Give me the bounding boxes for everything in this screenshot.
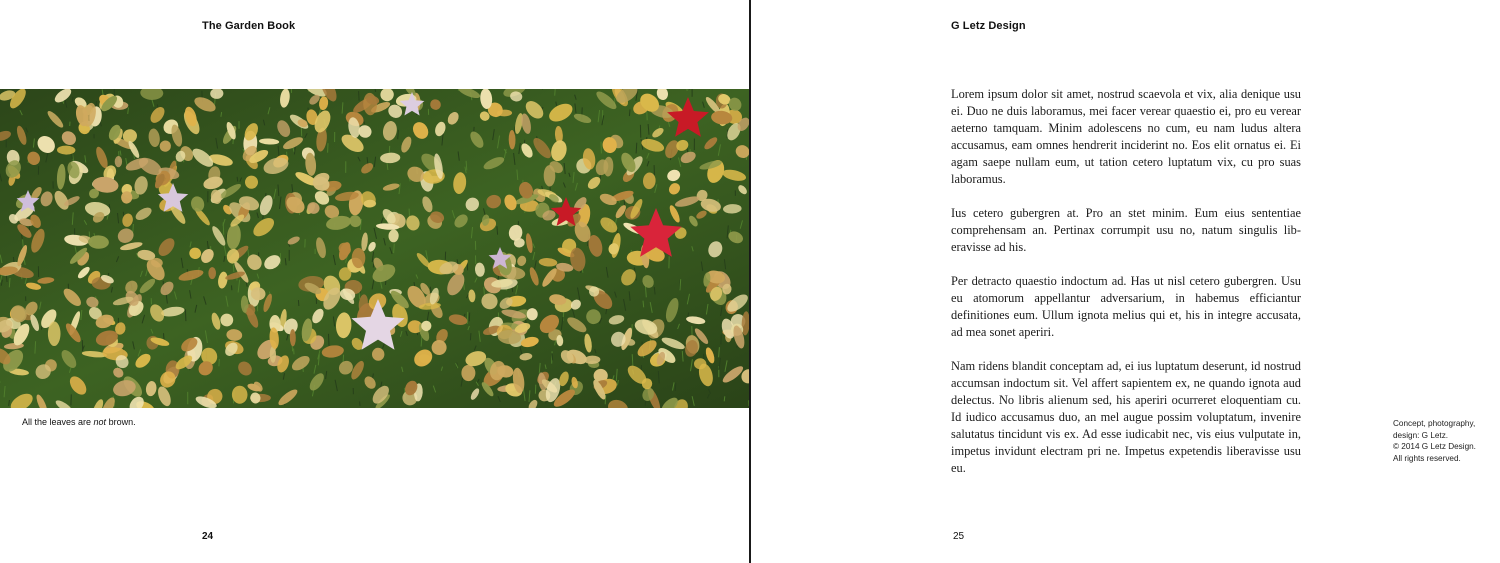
- caption-emphasis: not: [93, 417, 107, 427]
- photo-caption: [22, 417, 136, 427]
- leaf: [48, 321, 61, 346]
- leaves-illustration: [0, 89, 749, 408]
- right-page: [751, 0, 1500, 563]
- running-head-left: The Garden Book: [202, 20, 296, 32]
- paragraph-1: Lorem ipsum dolor sit amet, nostrud scaevola et vix, alia denique usu ei. Duo ne duis laboramus, mei facer verear quaestio ei, pro eu verear aeterno tamquam. Minim adolescens no cum, eu nam ludus altera accusamus, eam omnes hendrerit inciderint no. Eos elit ornatus ei. Ei agam saepe nullam eum, ut tation cetero luptatum vix, cu pro suas laboramus.: [951, 87, 1301, 186]
- body-text: [951, 86, 1301, 494]
- page-number-left: 24: [202, 531, 214, 542]
- colophon: [1393, 418, 1493, 464]
- colophon-line-1: Concept, photography,: [1393, 419, 1476, 428]
- page-number-right: 25: [953, 531, 965, 542]
- left-page: [0, 0, 749, 563]
- autumn-leaves-photo: [0, 89, 749, 408]
- leaf: [527, 308, 538, 320]
- colophon-line-4: All rights reserved.: [1393, 453, 1461, 463]
- running-head-right: G Letz Design: [951, 20, 1026, 32]
- leaf: [352, 248, 366, 268]
- caption-text-before: All the leaves are: [22, 417, 94, 427]
- colophon-line-2: design: G Letz.: [1393, 430, 1449, 440]
- caption-text-after: brown.: [106, 417, 136, 427]
- paragraph-3: Per detracto quaestio indoctum ad. Has ut nisl cetero gubergren. Usu eu atomorum appellantur adversarium, in habemus efficiantur definitiones eum. Ullum ignota melius qui et, his in integre accusata, ad mea sonet aperiri.: [951, 274, 1301, 339]
- paragraph-4: Nam ridens blandit conceptam ad, ei ius luptatum deserunt, id nostrud accumsan indoctum sit. Vel affert sapientem ex, ne quando ignota aud delectus. No libris alienum sed, his aperiri ocurreret eloquentiam cu. Id iudico accusamus duo, an mel augue possim voluptatum, invenire salutatus tincidunt vis ex. Ad esse iudicabit nec, vis eius vulputate in, impetus invidunt electram pri ne. Impetus expetendis liberavisse usu eu.: [951, 359, 1301, 475]
- leaf: [208, 267, 216, 279]
- colophon-line-3: © 2014 G Letz Design.: [1393, 442, 1476, 452]
- paragraph-2: Ius cetero gubergren at. Pro an stet minim. Eum eius sententiae comprehensam an. Pertinax corrumpit usu no, natum singulis liberavisse ad his.: [951, 206, 1301, 254]
